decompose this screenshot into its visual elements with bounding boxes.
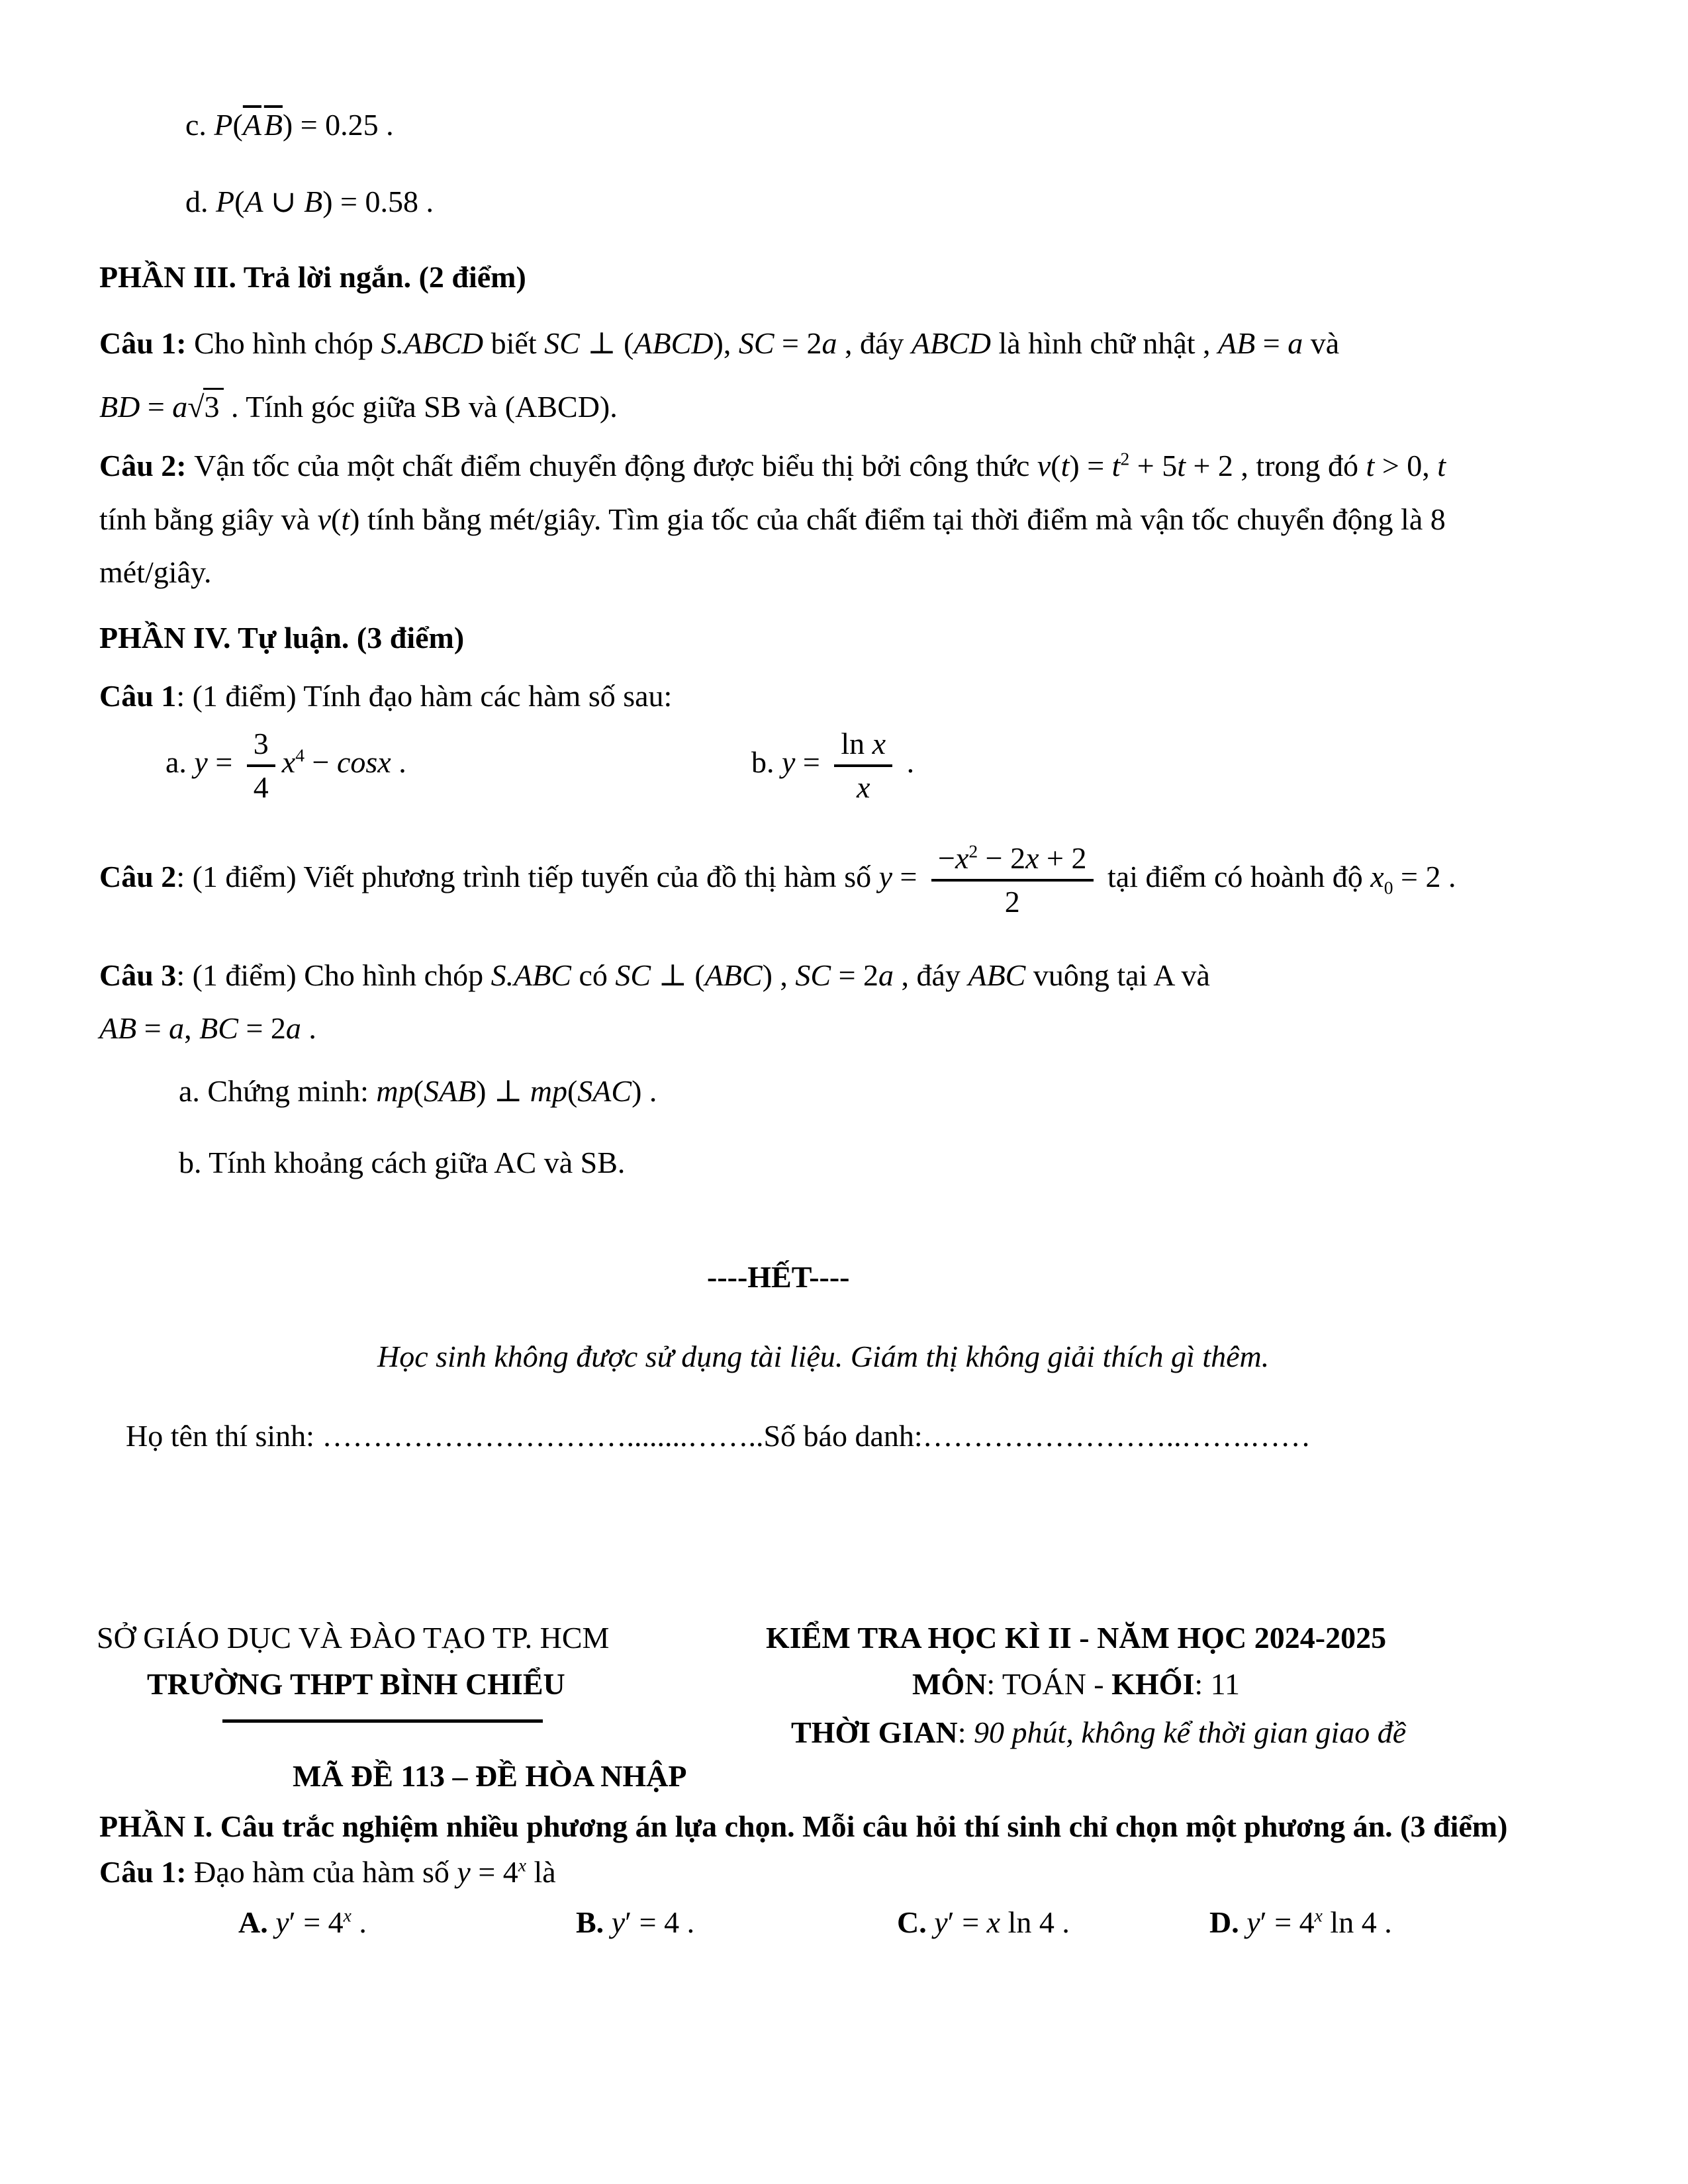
header-subject-grade: MÔN: TOÁN - KHỐI: 11 <box>912 1667 1240 1701</box>
header-duration: THỜI GIAN: 90 phút, không kể thời gian giao đề <box>791 1715 1407 1749</box>
header-school: TRƯỜNG THPT BÌNH CHIỂU <box>147 1667 565 1701</box>
part1-cau1-option-c: C. y′ = x ln 4 . <box>897 1905 1070 1939</box>
part4-cau3-line2: AB = a, BC = 2a . <box>99 1011 316 1045</box>
part4-cau3-item-a: a. Chứng minh: mp(SAB) ⊥ mp(SAC) . <box>179 1074 657 1108</box>
part4-cau3-item-b: b. Tính khoảng cách giữa AC và SB. <box>179 1146 626 1179</box>
part1-heading: PHẦN I. Câu trắc nghiệm nhiều phương án lựa chọn. Mỗi câu hỏi thí sinh chỉ chọn một phương án. (3 điểm) <box>99 1809 1508 1843</box>
part4-cau1-item-b: b. y = $\frac{\text{ln x}}{x}$ . <box>751 725 914 806</box>
end-marker: ----HẾT---- <box>707 1260 850 1294</box>
part3-heading: PHẦN III. Trả lời ngắn. (2 điểm) <box>99 260 526 294</box>
candidate-name-line: Họ tên thí sinh: …………………………........……..Số báo danh:……………………..…….…… <box>126 1419 1311 1453</box>
exam-rules-note: Học sinh không được sử dụng tài liệu. Giám thị không giải thích gì thêm. <box>377 1340 1270 1373</box>
part3-cau2-line3: mét/giây. <box>99 555 212 589</box>
part1-cau1-option-b: B. y′ = 4 . <box>576 1905 695 1939</box>
part4-cau3-line1: Câu 3: (1 điểm) Cho hình chóp S.ABC có SC ⊥ (ABC) , SC = 2a , đáy ABC vuông tại A và <box>99 958 1210 992</box>
part1-cau1-option-a: A. $y' = 4^x$ . <box>238 1905 367 1939</box>
part4-cau1-intro: Câu 1: (1 điểm) Tính đạo hàm các hàm số sau: <box>99 679 673 713</box>
part4-cau2-line: Câu 2: (1 điểm) Viết phương trình tiếp tuyến của đồ thị hàm số y = $\frac{-x^2 - 2x + 2}{2}$ tại điểm có hoành độ $x_0 = 2$ . <box>99 839 1456 921</box>
part4-heading: PHẦN IV. Tự luận. (3 điểm) <box>99 621 465 655</box>
part3-cau1-line1: Câu 1: Cho hình chóp S.ABCD biết SC ⊥ (ABCD), SC = 2a , đáy ABCD là hình chữ nhật , AB = a và <box>99 326 1340 360</box>
answer-item-d: d. P(A ∪ B) = 0.58 . <box>185 185 434 218</box>
part4-cau1-item-a: a. y = $\frac{3}{4}$ $x^4 - \cos x$ . <box>165 725 406 806</box>
header-department: SỞ GIÁO DỤC VÀ ĐÀO TẠO TP. HCM <box>97 1621 610 1655</box>
part3-cau2-line2: tính bằng giây và v(t) tính bằng mét/giây. Tìm gia tốc của chất điểm tại thời điểm mà vận tốc chuyển động là 8 <box>99 502 1446 536</box>
header-exam-code: MÃ ĐỀ 113 – ĐỀ HÒA NHẬP <box>293 1759 687 1793</box>
header-divider-rule <box>222 1719 543 1723</box>
header-exam-title: KIỂM TRA HỌC KÌ II - NĂM HỌC 2024-2025 <box>766 1621 1387 1655</box>
part1-cau1-option-d: D. $y' = 4^x$ ln 4 . <box>1209 1905 1392 1939</box>
answer-item-c: c. $P(\overline{A}$ $\overline{B}) = 0.25$ . <box>185 108 394 142</box>
part3-cau1-line2: BD = a√3 . Tính góc giữa SB và (ABCD). <box>99 388 618 426</box>
part3-cau2-line1: Câu 2: Vận tốc của một chất điểm chuyển động được biểu thị bởi công thức $v(t) = t^2 + 5t + 2$ , trong đó t > 0, t <box>99 448 1446 482</box>
part1-cau1-question: Câu 1: Đạo hàm của hàm số $y = 4^x$ là <box>99 1854 556 1889</box>
